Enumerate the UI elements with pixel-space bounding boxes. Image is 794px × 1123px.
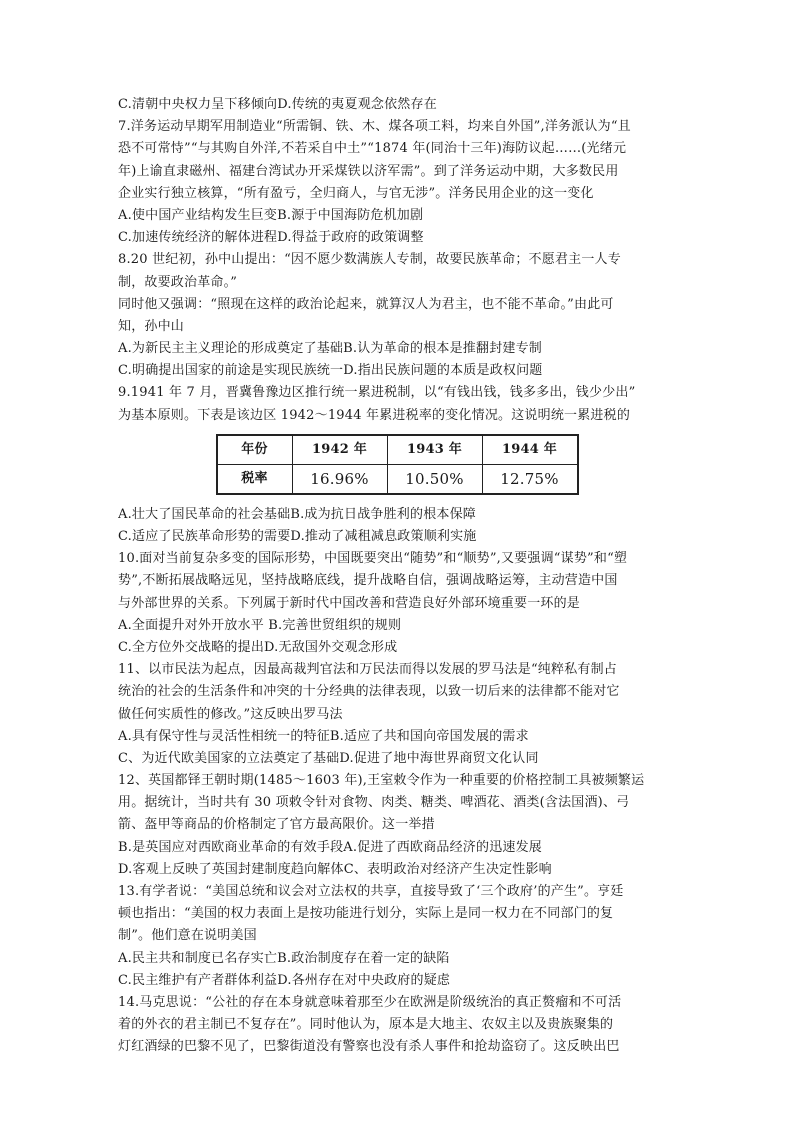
text-line: 10.面对当前复杂多变的国际形势，中国既要突出“随势”和“顺势”,又要强调“谋势”和“塑 [118, 551, 628, 567]
text-line: A.全面提升对外开放水平 B.完善世贸组织的规则 [118, 617, 402, 633]
text-line: C、为近代欧美国家的立法奠定了基础D.促进了地中海世界商贸文化认同 [118, 750, 539, 766]
text-line: 11、以市民法为起点，因最高裁判官法和万民法而得以发展的罗马法是“纯粹私有制占 [118, 662, 617, 678]
text-line: 用。据统计，当时共有 30 项敕令针对食物、肉类、糖类、啤酒花、酒类(含法国酒)、弓 [118, 795, 630, 811]
table-cell-rate: 12.75% [482, 464, 578, 494]
text-line: 势”,不断拓展战略远见，坚持战略底线，提升战略自信，强调战略运筹，主动营造中国 [118, 573, 618, 589]
table-cell-year: 1942 年 [292, 435, 387, 465]
text-line: 制”。他们意在说明美国 [118, 928, 257, 944]
text-line: C.明确提出国家的前途是实现民族统一D.指出民族问题的本质是政权问题 [118, 363, 543, 379]
text-line: A.具有保守性与灵活性相统一的特征B.适应了共和国向帝国发展的需求 [118, 728, 529, 744]
table-cell-rate: 16.96% [292, 464, 387, 494]
text-line: 知，孙中山 [118, 318, 185, 334]
text-line: D.客观上反映了英国封建制度趋向解体C、表明政治对经济产生决定性影响 [118, 861, 552, 877]
text-line: 13.有学者说：“美国总统和议会对立法权的共享，直接导致了‘三个政府’的产生”。亨廷 [118, 884, 624, 899]
text-line: 做任何实质性的修改。”这反映出罗马法 [118, 706, 343, 722]
text-line: C.加速传统经济的解体进程D.得益于政府的政策调整 [118, 230, 424, 246]
text-line: C.清朝中央权力呈下移倾向D.传统的夷夏观念依然存在 [118, 97, 437, 112]
text-line: 9.1941 年 7 月，晋冀鲁豫边区推行统一累进税制，以“有钱出钱，钱多多出，钱少少出” [118, 385, 636, 401]
text-line: 14.马克思说：“公社的存在本身就意味着那至少在欧洲是阶级统治的真正赘瘤和不可活 [118, 994, 622, 1010]
text-block-bottom [118, 504, 676, 1059]
table-header-rate: 税率 [217, 464, 293, 494]
text-line: 箭、盔甲等商品的价格制定了官方最高限价。这一举措 [118, 817, 435, 833]
text-line: 灯红酒绿的巴黎不见了，巴黎街道没有警察也没有杀人事件和抢劫盗窃了。这反映出巴 [118, 1039, 620, 1055]
text-line: 企业实行独立核算，“所有盈亏，全归商人，与官无涉”。洋务民用企业的这一变化 [118, 185, 594, 201]
text-line: 顿也指出：“美国的权力表面上是按功能进行划分，实际上是同一权力在不同部门的复 [118, 906, 614, 922]
text-line: 年)上谕直隶磁州、福建台湾试办开采煤铁以济军需”。到了洋务运动中期，大多数民用 [118, 163, 619, 179]
text-block-top [118, 94, 676, 427]
text-line: C.民主维护有产者群体利益D.各州存在对中央政府的疑虑 [118, 972, 451, 988]
question-text [118, 94, 676, 1059]
text-line: A.民主共和制度已名存实亡B.政治制度存在着一定的缺陷 [118, 950, 450, 966]
text-line: 恐不可常恃”“与其购自外洋,不若采自中土”“1874 年(同治十三年)海防议起……(光绪元 [118, 141, 627, 157]
table-row-rates [217, 464, 578, 494]
text-line: A.壮大了国民革命的社会基础B.成为抗日战争胜利的根本保障 [118, 506, 477, 522]
text-line: A.使中国产业结构发生巨变B.源于中国海防危机加剧 [118, 207, 424, 223]
table-header-year: 年份 [217, 435, 293, 465]
text-line: 同时他又强调：“照现在这样的政治论起来，就算汉人为君主，也不能不革命。”由此可 [118, 296, 614, 312]
table-cell-year: 1944 年 [482, 435, 578, 465]
text-line: C.全方位外交战略的提出D.无敌国外交观念形成 [118, 639, 398, 655]
table-cell-rate: 10.50% [387, 464, 482, 494]
text-line: B.是英国应对西欧商业革命的有效手段A.促进了西欧商品经济的迅速发展 [118, 839, 543, 855]
text-line: 制，故要政治革命。” [118, 274, 238, 290]
text-line: A.为新民主主义理论的形成奠定了基础B.认为革命的根本是推翻封建专制 [118, 341, 543, 357]
text-line: C.适应了民族革命形势的需要D.推动了减租减息政策顺利实施 [118, 529, 477, 544]
text-line: 12、英国都铎王朝时期(1485～1603 年),王室敕令作为一种重要的价格控制工具被频繁运 [118, 773, 645, 789]
text-line: 与外部世界的关系。下列属于新时代中国改善和营造良好外部环境重要一环的是 [118, 595, 581, 611]
text-line: 7.洋务运动早期军用制造业“所需铜、铁、木、煤各项工料，均来自外国”,洋务派认为“且 [118, 119, 631, 135]
tax-rate-table [216, 434, 579, 495]
table-row-years [217, 435, 578, 465]
text-line: 着的外衣的君主制已不复存在”。同时他认为，原本是大地主、农奴主以及贵族聚集的 [118, 1017, 614, 1033]
text-line: 8.20 世纪初，孙中山提出：“因不愿少数满族人专制，故要民族革命；不愿君主一人专 [118, 252, 621, 268]
table-cell-year: 1943 年 [387, 435, 482, 465]
tax-rate-table-wrapper [118, 434, 676, 495]
text-line: 为基本原则。下表是该边区 1942～1944 年累进税率的变化情况。这说明统一累进税的 [118, 407, 631, 423]
text-line: 统治的社会的生活条件和冲突的十分经典的法律表现，以致一切后来的法律都不能对它 [118, 684, 620, 700]
